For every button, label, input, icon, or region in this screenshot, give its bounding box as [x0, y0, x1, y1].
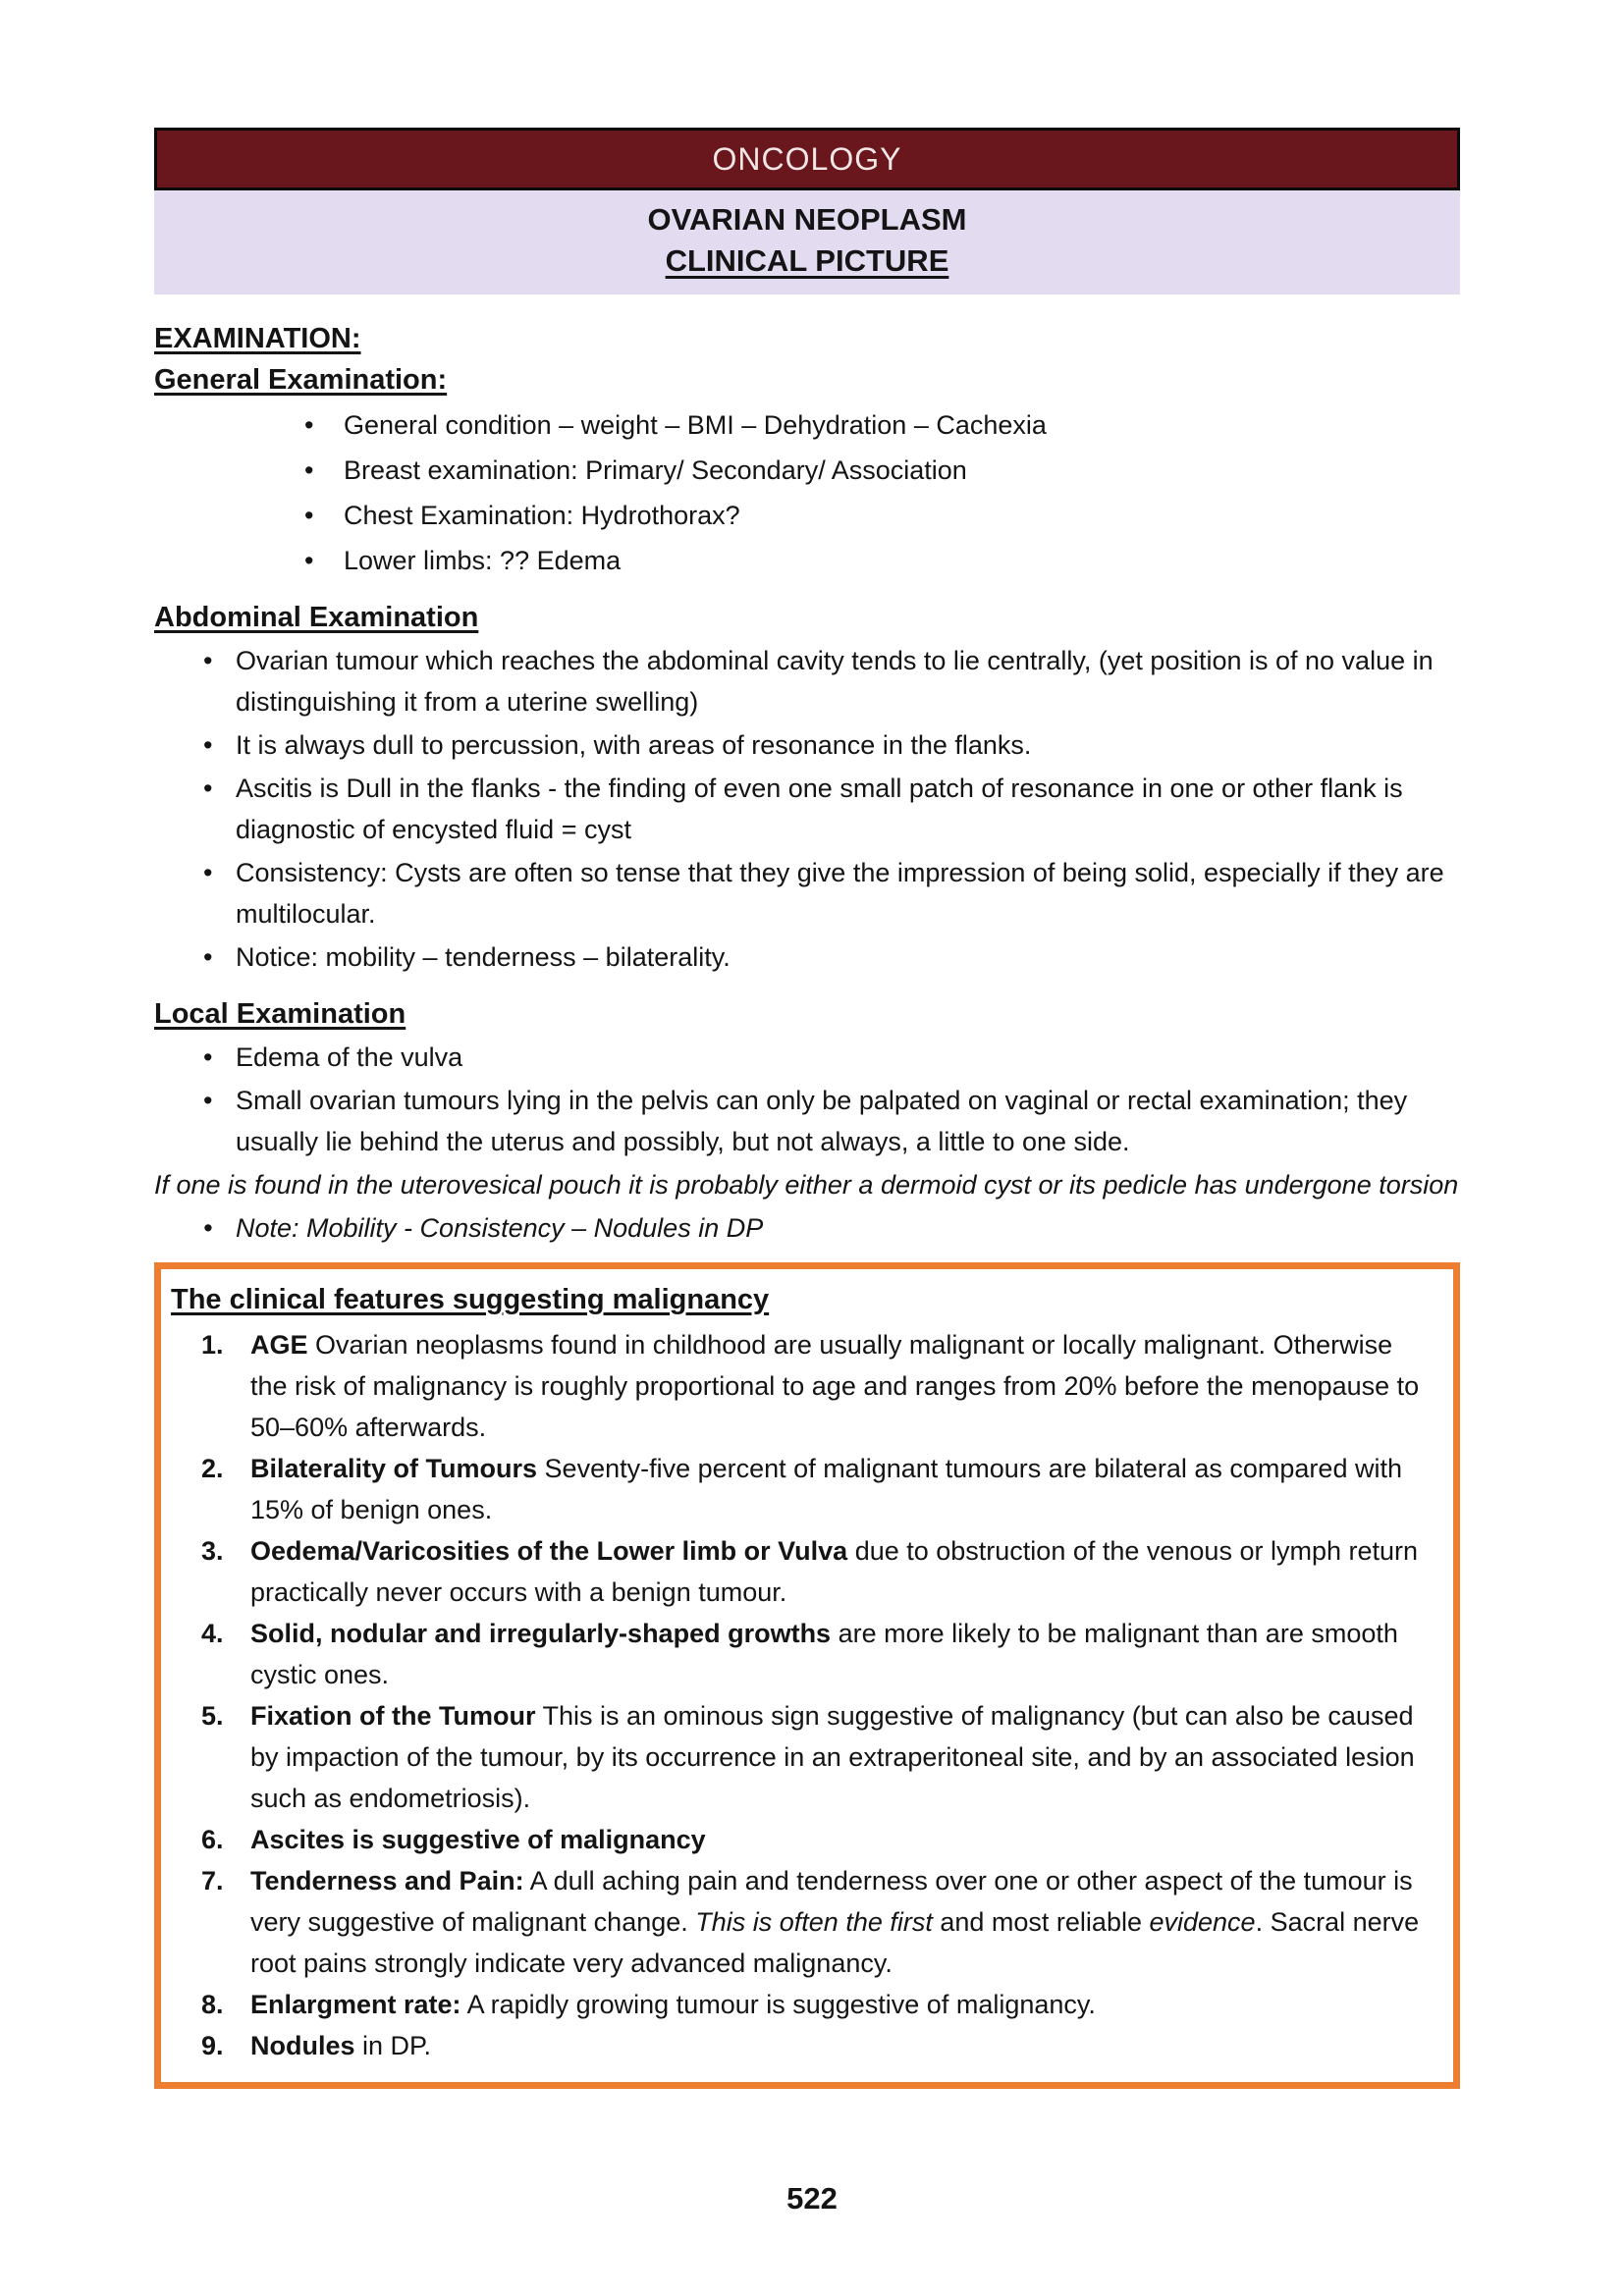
text-run: Bilaterality of Tumours	[250, 1454, 538, 1483]
item-number: 1.	[201, 1330, 224, 1360]
list-item: • Breast examination: Primary/ Secondary/ Association	[154, 450, 1460, 491]
numbered-item	[171, 1819, 1435, 1860]
page-title: OVARIAN NEOPLASM	[647, 202, 967, 237]
malignancy-features-box	[154, 1262, 1460, 2089]
item-number: 3.	[201, 1536, 224, 1566]
list-item: • Consistency: Cysts are often so tense that they give the impression of being solid, especially if they are multilocular.	[154, 852, 1460, 934]
local-examination-list	[154, 1037, 1460, 1162]
list-item: • Ascitis is Dull in the flanks - the finding of even one small patch of resonance in one or other flank is diagnostic of encysted fluid = cyst	[154, 768, 1460, 850]
item-number: 6.	[201, 1825, 224, 1854]
examination-section	[154, 318, 1460, 2089]
item-text	[250, 1536, 1418, 1607]
text-run: and most reliable	[932, 1907, 1150, 1937]
local-examination-heading: Local Examination	[154, 998, 406, 1030]
text-run: Enlargment rate:	[250, 1990, 461, 2019]
item-number: 5.	[201, 1701, 224, 1731]
text-run: evidence	[1149, 1907, 1256, 1937]
abdominal-examination-heading: Abdominal Examination	[154, 602, 479, 633]
numbered-item	[171, 1860, 1435, 1984]
list-item: • Small ovarian tumours lying in the pelvis can only be palpated on vaginal or rectal examination; they usually lie behind the uterus and possibly, but not always, a little to one side.	[154, 1080, 1460, 1162]
item-text	[250, 1825, 706, 1854]
text-run: A rapidly growing tumour is suggestive of malignancy.	[460, 1990, 1096, 2019]
item-text	[250, 1701, 1415, 1813]
text-run: This is often the first	[695, 1907, 933, 1937]
text-run: Fixation of the Tumour	[250, 1701, 536, 1731]
malignancy-box-heading: The clinical features suggesting malignancy	[171, 1284, 770, 1315]
general-examination-list	[154, 404, 1460, 581]
text-run: Ovarian neoplasms found in childhood are usually malignant or locally malignant. Otherwise the risk of malignancy is roughly proportional to age and ranges from 20% before the menopause to 50–60% afterwards.	[250, 1330, 1420, 1442]
page-subtitle: CLINICAL PICTURE	[665, 243, 949, 278]
list-item: • Edema of the vulva	[154, 1037, 1460, 1078]
text-run: Ascites is suggestive of malignancy	[250, 1825, 706, 1854]
numbered-item	[171, 2025, 1435, 2066]
list-item: • General condition – weight – BMI – Dehydration – Cachexia	[154, 404, 1460, 446]
local-note-list	[154, 1207, 1460, 1249]
list-item: • Ovarian tumour which reaches the abdominal cavity tends to lie centrally, (yet position is of no value in distinguishing it from a uterine swelling)	[154, 640, 1460, 722]
numbered-item	[171, 1613, 1435, 1695]
banner-title: ONCOLOGY	[712, 140, 902, 177]
list-item: • Note: Mobility - Consistency – Nodules in DP	[154, 1207, 1460, 1249]
text-run: Tenderness and Pain:	[250, 1866, 524, 1896]
numbered-item	[171, 1530, 1435, 1613]
item-number: 7.	[201, 1866, 224, 1896]
item-text	[250, 1990, 1096, 2019]
text-run: This is an ominous sign suggestive of malignancy (but can also be caused by impaction of the tumour, by its occurrence in an extraperitoneal site, and by an associated lesion such as endometriosis).	[250, 1701, 1415, 1813]
text-run: in DP.	[354, 2031, 432, 2060]
item-number: 2.	[201, 1454, 224, 1483]
text-run: due to obstruction of the venous or lymph return practically never occurs with a benign tumour.	[250, 1536, 1419, 1607]
abdominal-examination-list	[154, 640, 1460, 978]
text-run: Solid, nodular and irregularly-shaped growths	[250, 1619, 832, 1648]
text-run: AGE	[250, 1330, 308, 1360]
text-run: A dull aching pain and tenderness over one or other aspect of the tumour is very suggestive of malignant change.	[250, 1866, 1413, 1937]
text-run: . Sacral nerve root pains strongly indicate very advanced malignancy.	[250, 1907, 1420, 1978]
oncology-banner	[154, 128, 1460, 190]
text-run: Nodules	[250, 2031, 355, 2060]
item-number: 8.	[201, 1990, 224, 2019]
item-text	[250, 1619, 1398, 1689]
item-number: 9.	[201, 2031, 224, 2060]
item-text	[250, 1866, 1419, 1978]
item-number: 4.	[201, 1619, 224, 1648]
page-number: 522	[786, 2181, 838, 2216]
uterovesical-note: If one is found in the uterovesical pouch it is probably either a dermoid cyst or its pedicle has undergone torsion	[154, 1170, 1459, 1200]
text-run: are more likely to be malignant than are smooth cystic ones.	[250, 1619, 1398, 1689]
numbered-item	[171, 1324, 1435, 1448]
numbered-item	[171, 1695, 1435, 1819]
general-examination-heading: General Examination:	[154, 364, 448, 396]
list-item: • Lower limbs: ?? Edema	[154, 540, 1460, 581]
item-text	[250, 2031, 431, 2060]
title-box	[154, 190, 1460, 294]
list-item: • Notice: mobility – tenderness – bilaterality.	[154, 936, 1460, 978]
text-run: Seventy-five percent of malignant tumours are bilateral as compared with 15% of benign ones.	[250, 1454, 1402, 1524]
numbered-item	[171, 1448, 1435, 1530]
item-text	[250, 1454, 1402, 1524]
page-content	[154, 128, 1460, 2089]
list-item: • It is always dull to percussion, with areas of resonance in the flanks.	[154, 724, 1460, 766]
list-item: • Chest Examination: Hydrothorax?	[154, 495, 1460, 536]
malignancy-features-list	[171, 1324, 1435, 2066]
text-run: Oedema/Varicosities of the Lower limb or Vulva	[250, 1536, 848, 1566]
examination-heading: EXAMINATION:	[154, 323, 361, 354]
numbered-item	[171, 1984, 1435, 2025]
item-text	[250, 1330, 1419, 1442]
